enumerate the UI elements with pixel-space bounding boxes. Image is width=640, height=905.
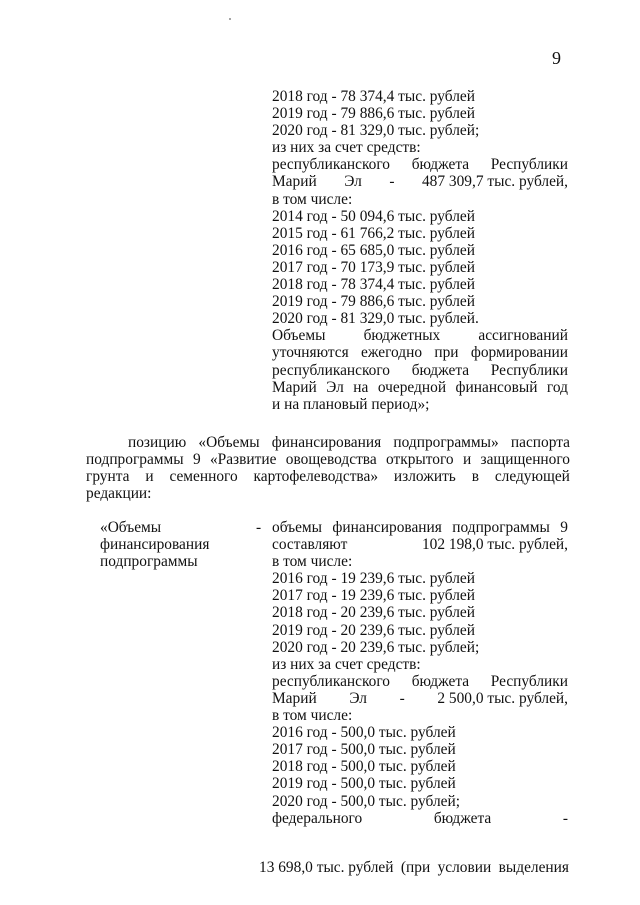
year-line: 2018 год - 20 239,6 тыс. рублей xyxy=(272,604,475,622)
year-line: 2017 год - 500,0 тыс. рублей xyxy=(272,741,456,759)
federal-amount-line: 13 698,0 тыс. рублей (при условии выделения xyxy=(259,859,569,876)
republican-budget-line: республиканского бюджета Республики xyxy=(272,672,568,690)
note-line: и на плановый период»; xyxy=(272,395,430,413)
republican-budget-line: республиканского бюджета Республики xyxy=(272,156,568,174)
year-line: 2015 год - 61 766,2 тыс. рублей xyxy=(272,224,475,242)
year-line: 2020 год - 81 329,0 тыс. рублей; xyxy=(272,122,480,140)
including-line: в том числе: xyxy=(272,553,353,571)
note-line: Марий Эл на очередной финансовый год xyxy=(272,378,568,396)
total-line: составляют 102 198,0 тыс. рублей, xyxy=(272,536,568,554)
paragraph-line: редакции: xyxy=(86,485,152,503)
note-line: Объемы бюджетных ассигнований xyxy=(272,327,568,345)
paragraph-line: подпрограммы 9 «Развитие овощеводства открытого и защищенного xyxy=(86,451,570,469)
amendment-paragraph xyxy=(86,434,570,502)
funding-volumes-label: «Объемы финансирования подпрограммы xyxy=(100,519,210,571)
year-line: 2019 год - 500,0 тыс. рублей xyxy=(272,775,456,793)
funding-volumes-bottom-block xyxy=(272,519,568,827)
year-line: 2016 год - 19 239,6 тыс. рублей xyxy=(272,570,475,588)
note-line: республиканского бюджета Республики xyxy=(272,361,568,379)
year-line: 2018 год - 500,0 тыс. рублей xyxy=(272,758,456,776)
paragraph-line: позицию «Объемы финансирования подпрограммы» паспорта xyxy=(128,434,570,451)
federal-budget-line: федерального бюджета - xyxy=(272,809,568,827)
page-number: 9 xyxy=(552,48,561,68)
scan-artifact-dot xyxy=(229,18,231,20)
mari-el-amount-line: Марий Эл - 487 309,7 тыс. рублей, xyxy=(272,173,568,191)
label-dash: - xyxy=(256,519,262,536)
year-line: 2017 год - 70 173,9 тыс. рублей xyxy=(272,258,475,276)
mari-el-amount-line: Марий Эл - 2 500,0 тыс. рублей, xyxy=(272,689,568,707)
year-line: 2020 год - 20 239,6 тыс. рублей; xyxy=(272,638,480,656)
from-them-line: из них за счет средств: xyxy=(272,139,421,157)
year-line: 2016 год - 65 685,0 тыс. рублей xyxy=(272,241,475,259)
year-line: 2019 год - 20 239,6 тыс. рублей xyxy=(272,621,475,639)
year-line: 2019 год - 79 886,6 тыс. рублей xyxy=(272,293,475,311)
paragraph-line: грунта и семенного картофелеводства» изложить в следующей xyxy=(86,468,570,486)
including-line: в том числе: xyxy=(272,707,353,725)
note-line: уточняются ежегодно при формировании xyxy=(272,344,568,362)
year-line: 2020 год - 500,0 тыс. рублей; xyxy=(272,792,460,810)
from-them-line: из них за счет средств: xyxy=(272,655,421,673)
year-line: 2018 год - 78 374,4 тыс. рублей xyxy=(272,276,475,294)
year-line: 2019 год - 79 886,6 тыс. рублей xyxy=(272,105,475,123)
year-line: 2020 год - 81 329,0 тыс. рублей. xyxy=(272,310,479,328)
volumes-line: объемы финансирования подпрограммы 9 xyxy=(272,519,568,536)
year-line: 2016 год - 500,0 тыс. рублей xyxy=(272,724,456,742)
year-line: 2018 год - 78 374,4 тыс. рублей xyxy=(272,88,475,105)
including-line: в том числе: xyxy=(272,190,353,208)
year-line: 2017 год - 19 239,6 тыс. рублей xyxy=(272,587,475,605)
funding-volumes-top-block xyxy=(272,88,568,413)
year-line: 2014 год - 50 094,6 тыс. рублей xyxy=(272,207,475,225)
